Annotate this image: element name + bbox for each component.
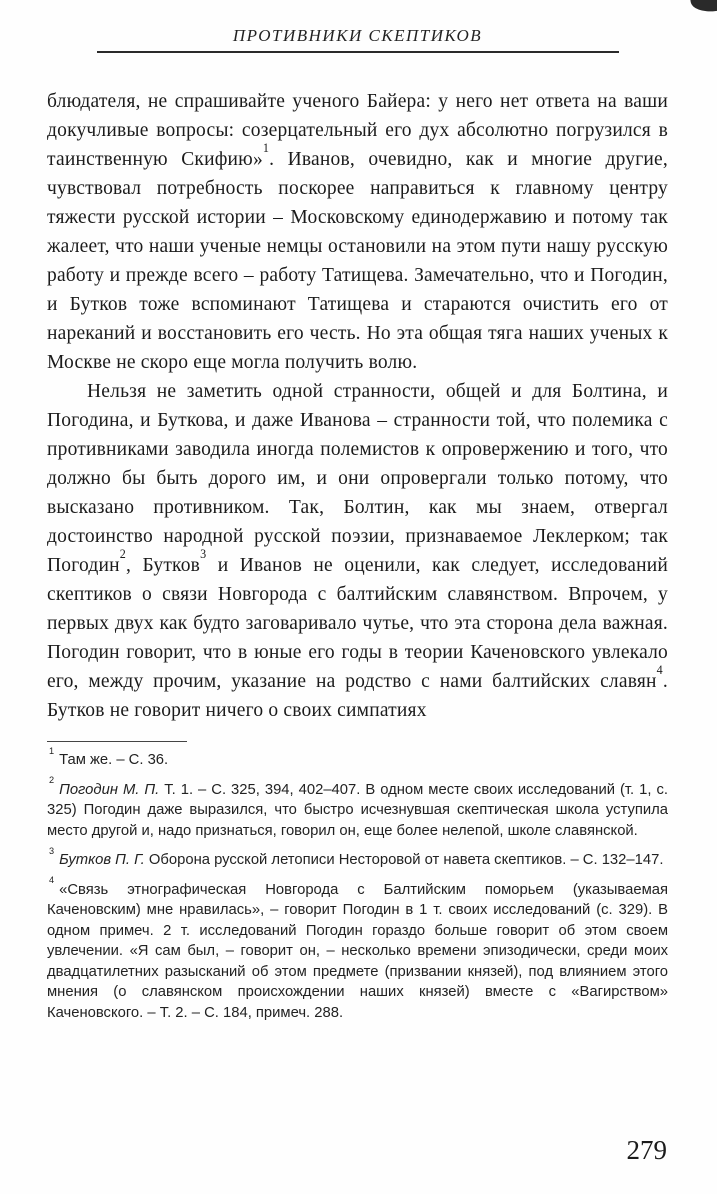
paragraph [47, 87, 668, 377]
running-header [47, 26, 668, 53]
text-run: «Связь этнографическая Новгорода с Балтийским поморьем (указываемая Каченовским) мне нравилась», – говорит Погодин в 1 т. своих исследований (с. 329). В одном примеч. 2 т. исследований Погодин гораздо больше говорит об этом своем увлечении. «Я сам был, – говорит он, – несколько времени эпизодически, среди моих двадцатилетних разысканий об этом предмете (призвании князей), под влиянием этого мнения (о славянском происхождении наших князей) вместе с «Вагирством» Каченовского. – Т. 2. – С. 184, примеч. 288. [47, 881, 668, 1021]
footnote-ref: 1 [262, 141, 270, 156]
text-run: Бутков П. Г. [59, 852, 145, 868]
footnote [47, 875, 668, 1024]
footnote-ref: 4 [656, 663, 663, 678]
header-rule [97, 51, 619, 53]
text-run: Погодин М. П. [59, 781, 160, 798]
chapter-title: ПРОТИВНИКИ СКЕПТИКОВ [232, 26, 483, 45]
text-run: . Бутков не говорит ничего о своих симпатиях [47, 671, 668, 721]
footnote-separator [47, 741, 187, 742]
footnote-marker: 4 [49, 875, 55, 886]
footnote-marker: 1 [49, 745, 55, 756]
text-run: Оборона русской летописи Несторовой от навета скептиков. – С. 132–147. [144, 852, 664, 868]
footnote [47, 775, 668, 842]
paragraph [47, 377, 668, 725]
page-number: 279 [626, 1135, 667, 1165]
footnote-ref: 2 [119, 547, 126, 562]
body-text [47, 87, 668, 725]
text-run: , Бутков [125, 555, 201, 576]
footnotes [47, 745, 668, 1023]
footnote-marker: 3 [49, 845, 55, 856]
footnote-ref: 3 [200, 547, 207, 562]
footnote [47, 745, 668, 771]
text-run: Нельзя не заметить одной странности, общей и для Болтина, и Погодина, и Буткова, и даже Иванова – странности той, что полемика с противниками заводила иногда полемистов к опровержению и того, что должно бы быть дорого им, и они опровергали только потому, что высказано противником. Так, Болтин, как мы знаем, отвергал достоинство народной русской поэзии, признаваемое Леклерком; так Погодин [47, 381, 668, 576]
text-run: Т. 1. – С. 325, 394, 402–407. В одном месте своих исследований (т. 1, с. 325) Погодин даже выразился, что быстро исчезнувшая скептическая школа уступила место другой и, надо признаться, говорил он, еще более нелепой, школе славянской. [47, 781, 668, 839]
text-run: Там же. – С. 36. [59, 752, 169, 768]
footnote [47, 845, 668, 871]
footnote-marker: 2 [49, 775, 55, 786]
text-run: и Иванов не оценили, как следует, исследований скептиков о связи Новгорода с балтийским славянством. Впрочем, у первых двух как будто заговаривало чутье, что эта сторона дела важная. Погодин говорит, что в юные его годы в теории Каченовского увлекало его, между прочим, указание на родство с нами балтийских славян [47, 555, 668, 692]
text-run: блюдателя, не спрашивайте ученого Байера: у него нет ответа на ваши докучливые вопросы: созерцательный его дух абсолютно погрузился в таинственную Скифию» [47, 91, 668, 170]
text-run: . Иванов, очевидно, как и многие другие, чувствовал потребность поскорее направиться к главному центру тяжести русской истории – Московскому единодержавию и потому так жалеет, что наши ученые немцы остановили на этом пути нашу русскую работу и прежде всего – работу Татищева. Замечательно, что и Погодин, и Бутков тоже вспоминают Татищева и стараются очистить его от нареканий и восстановить его честь. Но эта общая тяга наших ученых к Москве не скоро еще могла получить волю. [47, 149, 668, 373]
scan-artifact [690, 0, 717, 14]
